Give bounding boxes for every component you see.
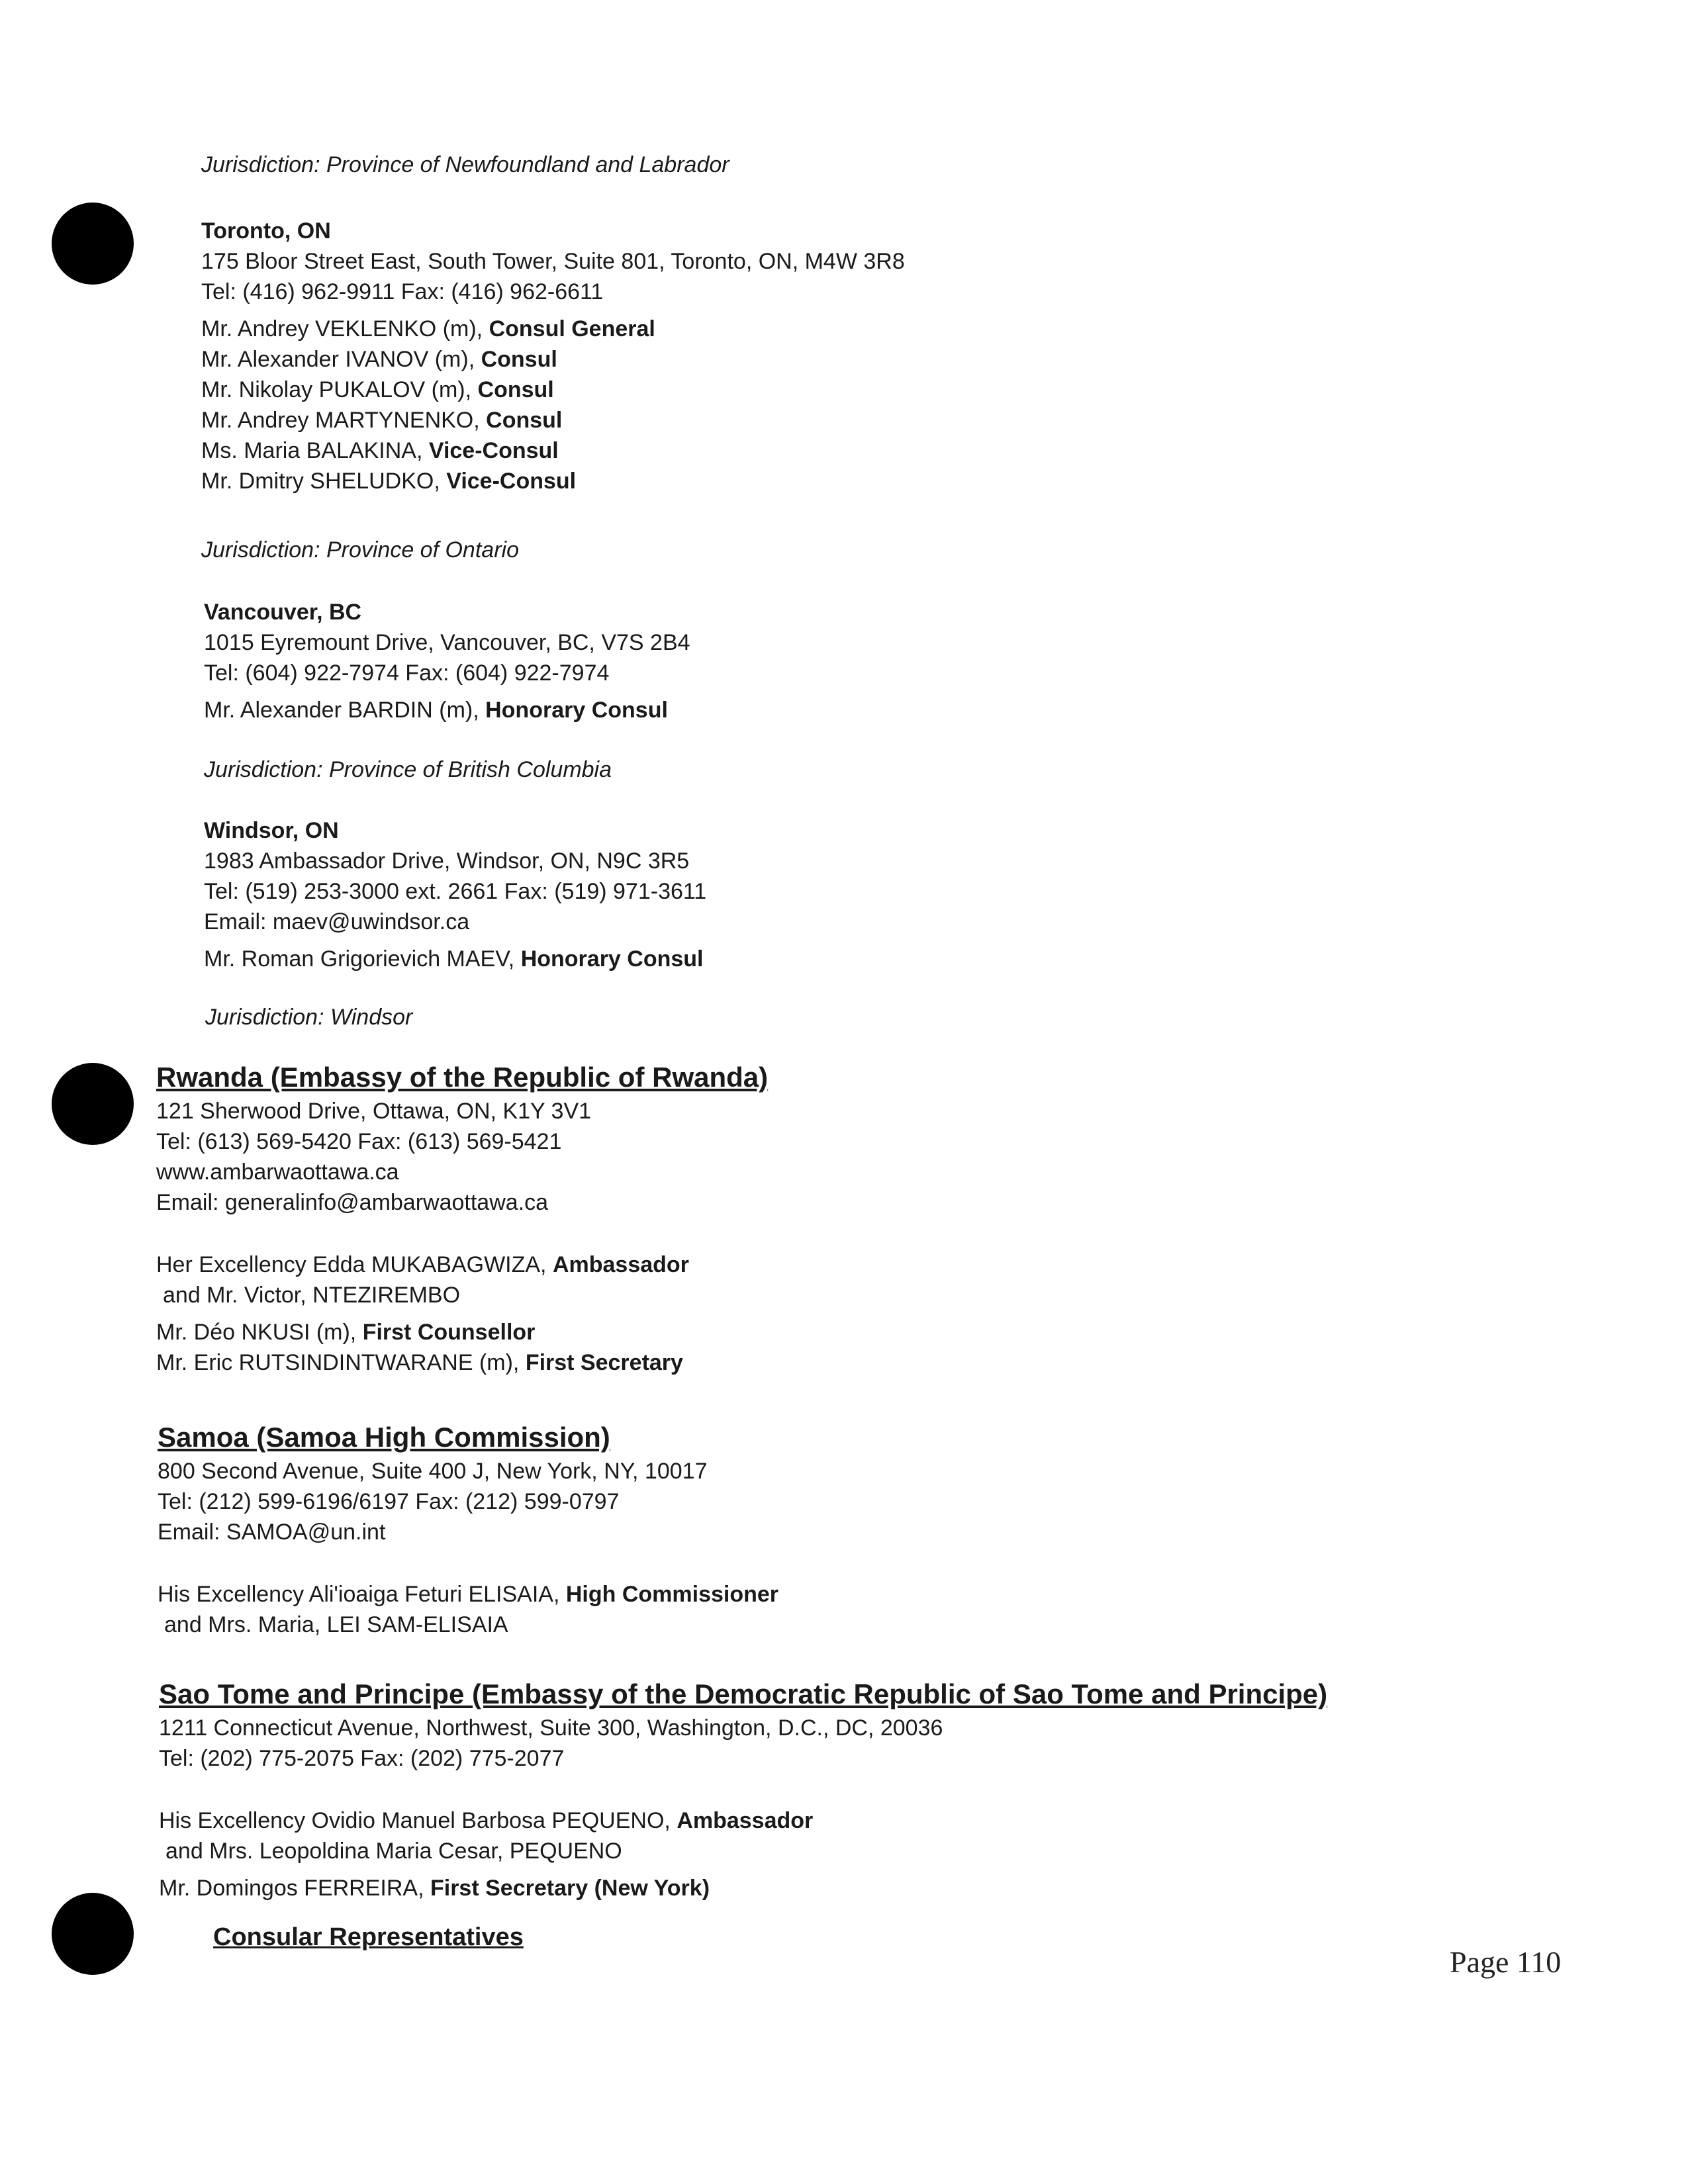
- punch-hole-top: [52, 203, 134, 285]
- jurisdiction-windsor: Jurisdiction: Windsor: [205, 1005, 413, 1030]
- staff-entry: Mr. Andrey VEKLENKO (m), Consul General: [201, 316, 655, 341]
- address: 175 Bloor Street East, South Tower, Suite 801, Toronto, ON, M4W 3R8: [201, 249, 905, 274]
- website: www.ambarwaottawa.ca: [156, 1160, 399, 1185]
- email: Email: generalinfo@ambarwaottawa.ca: [156, 1190, 549, 1215]
- city-name: Windsor, ON: [204, 818, 339, 843]
- spouse: and Mrs. Leopoldina Maria Cesar, PEQUENO: [165, 1839, 622, 1864]
- country-samoa: [158, 1419, 778, 1640]
- country-sao-tome-and-principe: [159, 1676, 1327, 1903]
- address: 121 Sherwood Drive, Ottawa, ON, K1Y 3V1: [156, 1099, 592, 1124]
- email: Email: SAMOA@un.int: [158, 1520, 386, 1545]
- staff-entry: Mr. Déo NKUSI (m), First Counsellor: [156, 1320, 536, 1345]
- city-name: Vancouver, BC: [204, 600, 362, 625]
- staff-entry: Mr. Dmitry SHELUDKO, Vice-Consul: [201, 469, 577, 494]
- email: Email: maev@uwindsor.ca: [204, 909, 470, 934]
- staff-entry: Mr. Alexander IVANOV (m), Consul: [201, 347, 557, 372]
- address: 1211 Connecticut Avenue, Northwest, Suite 300, Washington, D.C., DC, 20036: [159, 1715, 943, 1741]
- country-heading: Samoa (Samoa High Commission): [158, 1422, 610, 1453]
- spouse: and Mr. Victor, NTEZIREMBO: [163, 1283, 461, 1308]
- staff-entry: Mr. Andrey MARTYNENKO, Consul: [201, 408, 563, 433]
- head-of-mission: His Excellency Ovidio Manuel Barbosa PEQUENO, Ambassador: [159, 1808, 814, 1833]
- staff-entry: Mr. Nikolay PUKALOV (m), Consul: [201, 377, 554, 402]
- head-of-mission: Her Excellency Edda MUKABAGWIZA, Ambassador: [156, 1252, 689, 1277]
- staff-entry: Mr. Eric RUTSINDINTWARANE (m), First Secretary: [156, 1350, 683, 1375]
- address: 1015 Eyremount Drive, Vancouver, BC, V7S 2B4: [204, 630, 690, 655]
- punch-hole-bottom: [52, 1893, 134, 1975]
- staff-entry: Mr. Roman Grigorievich MAEV, Honorary Consul: [204, 946, 704, 972]
- address: 1983 Ambassador Drive, Windsor, ON, N9C 3R5: [204, 848, 690, 874]
- consulate-windsor: [204, 815, 706, 974]
- country-heading: Sao Tome and Principe (Embassy of the Democratic Republic of Sao Tome and Principe): [159, 1678, 1328, 1709]
- address: 800 Second Avenue, Suite 400 J, New York, NY, 10017: [158, 1459, 708, 1484]
- staff-list: [201, 314, 905, 496]
- staff-entry: Mr. Alexander BARDIN (m), Honorary Consul: [204, 698, 668, 723]
- jurisdiction-ontario: Jurisdiction: Province of Ontario: [201, 537, 519, 563]
- consular-representatives-heading: Consular Representatives: [213, 1923, 524, 1951]
- page-number: Page 110: [1450, 1945, 1562, 1979]
- phone-fax: Tel: (613) 569-5420 Fax: (613) 569-5421: [156, 1129, 562, 1154]
- phone-fax: Tel: (604) 922-7974 Fax: (604) 922-7974: [204, 660, 610, 686]
- consulate-vancouver: [204, 597, 690, 725]
- phone-fax: Tel: (416) 962-9911 Fax: (416) 962-6611: [201, 279, 604, 304]
- staff-entry: Ms. Maria BALAKINA, Vice-Consul: [201, 438, 559, 463]
- punch-hole-middle: [52, 1063, 134, 1145]
- spouse: and Mrs. Maria, LEI SAM-ELISAIA: [164, 1612, 508, 1637]
- phone-fax: Tel: (202) 775-2075 Fax: (202) 775-2077: [159, 1746, 565, 1771]
- country-rwanda: [156, 1059, 768, 1378]
- phone-fax: Tel: (519) 253-3000 ext. 2661 Fax: (519) 971-3611: [204, 879, 707, 904]
- city-name: Toronto, ON: [201, 218, 331, 244]
- country-heading: Rwanda (Embassy of the Republic of Rwanda): [156, 1062, 769, 1093]
- jurisdiction-british-columbia: Jurisdiction: Province of British Columbia: [204, 757, 612, 782]
- consulate-toronto: [201, 216, 905, 496]
- phone-fax: Tel: (212) 599-6196/6197 Fax: (212) 599-0797: [158, 1489, 620, 1514]
- staff-entry: Mr. Domingos FERREIRA, First Secretary (New York): [159, 1876, 710, 1901]
- head-of-mission: His Excellency Ali'ioaiga Feturi ELISAIA, High Commissioner: [158, 1582, 779, 1607]
- jurisdiction-newfoundland: Jurisdiction: Province of Newfoundland and Labrador: [201, 152, 729, 177]
